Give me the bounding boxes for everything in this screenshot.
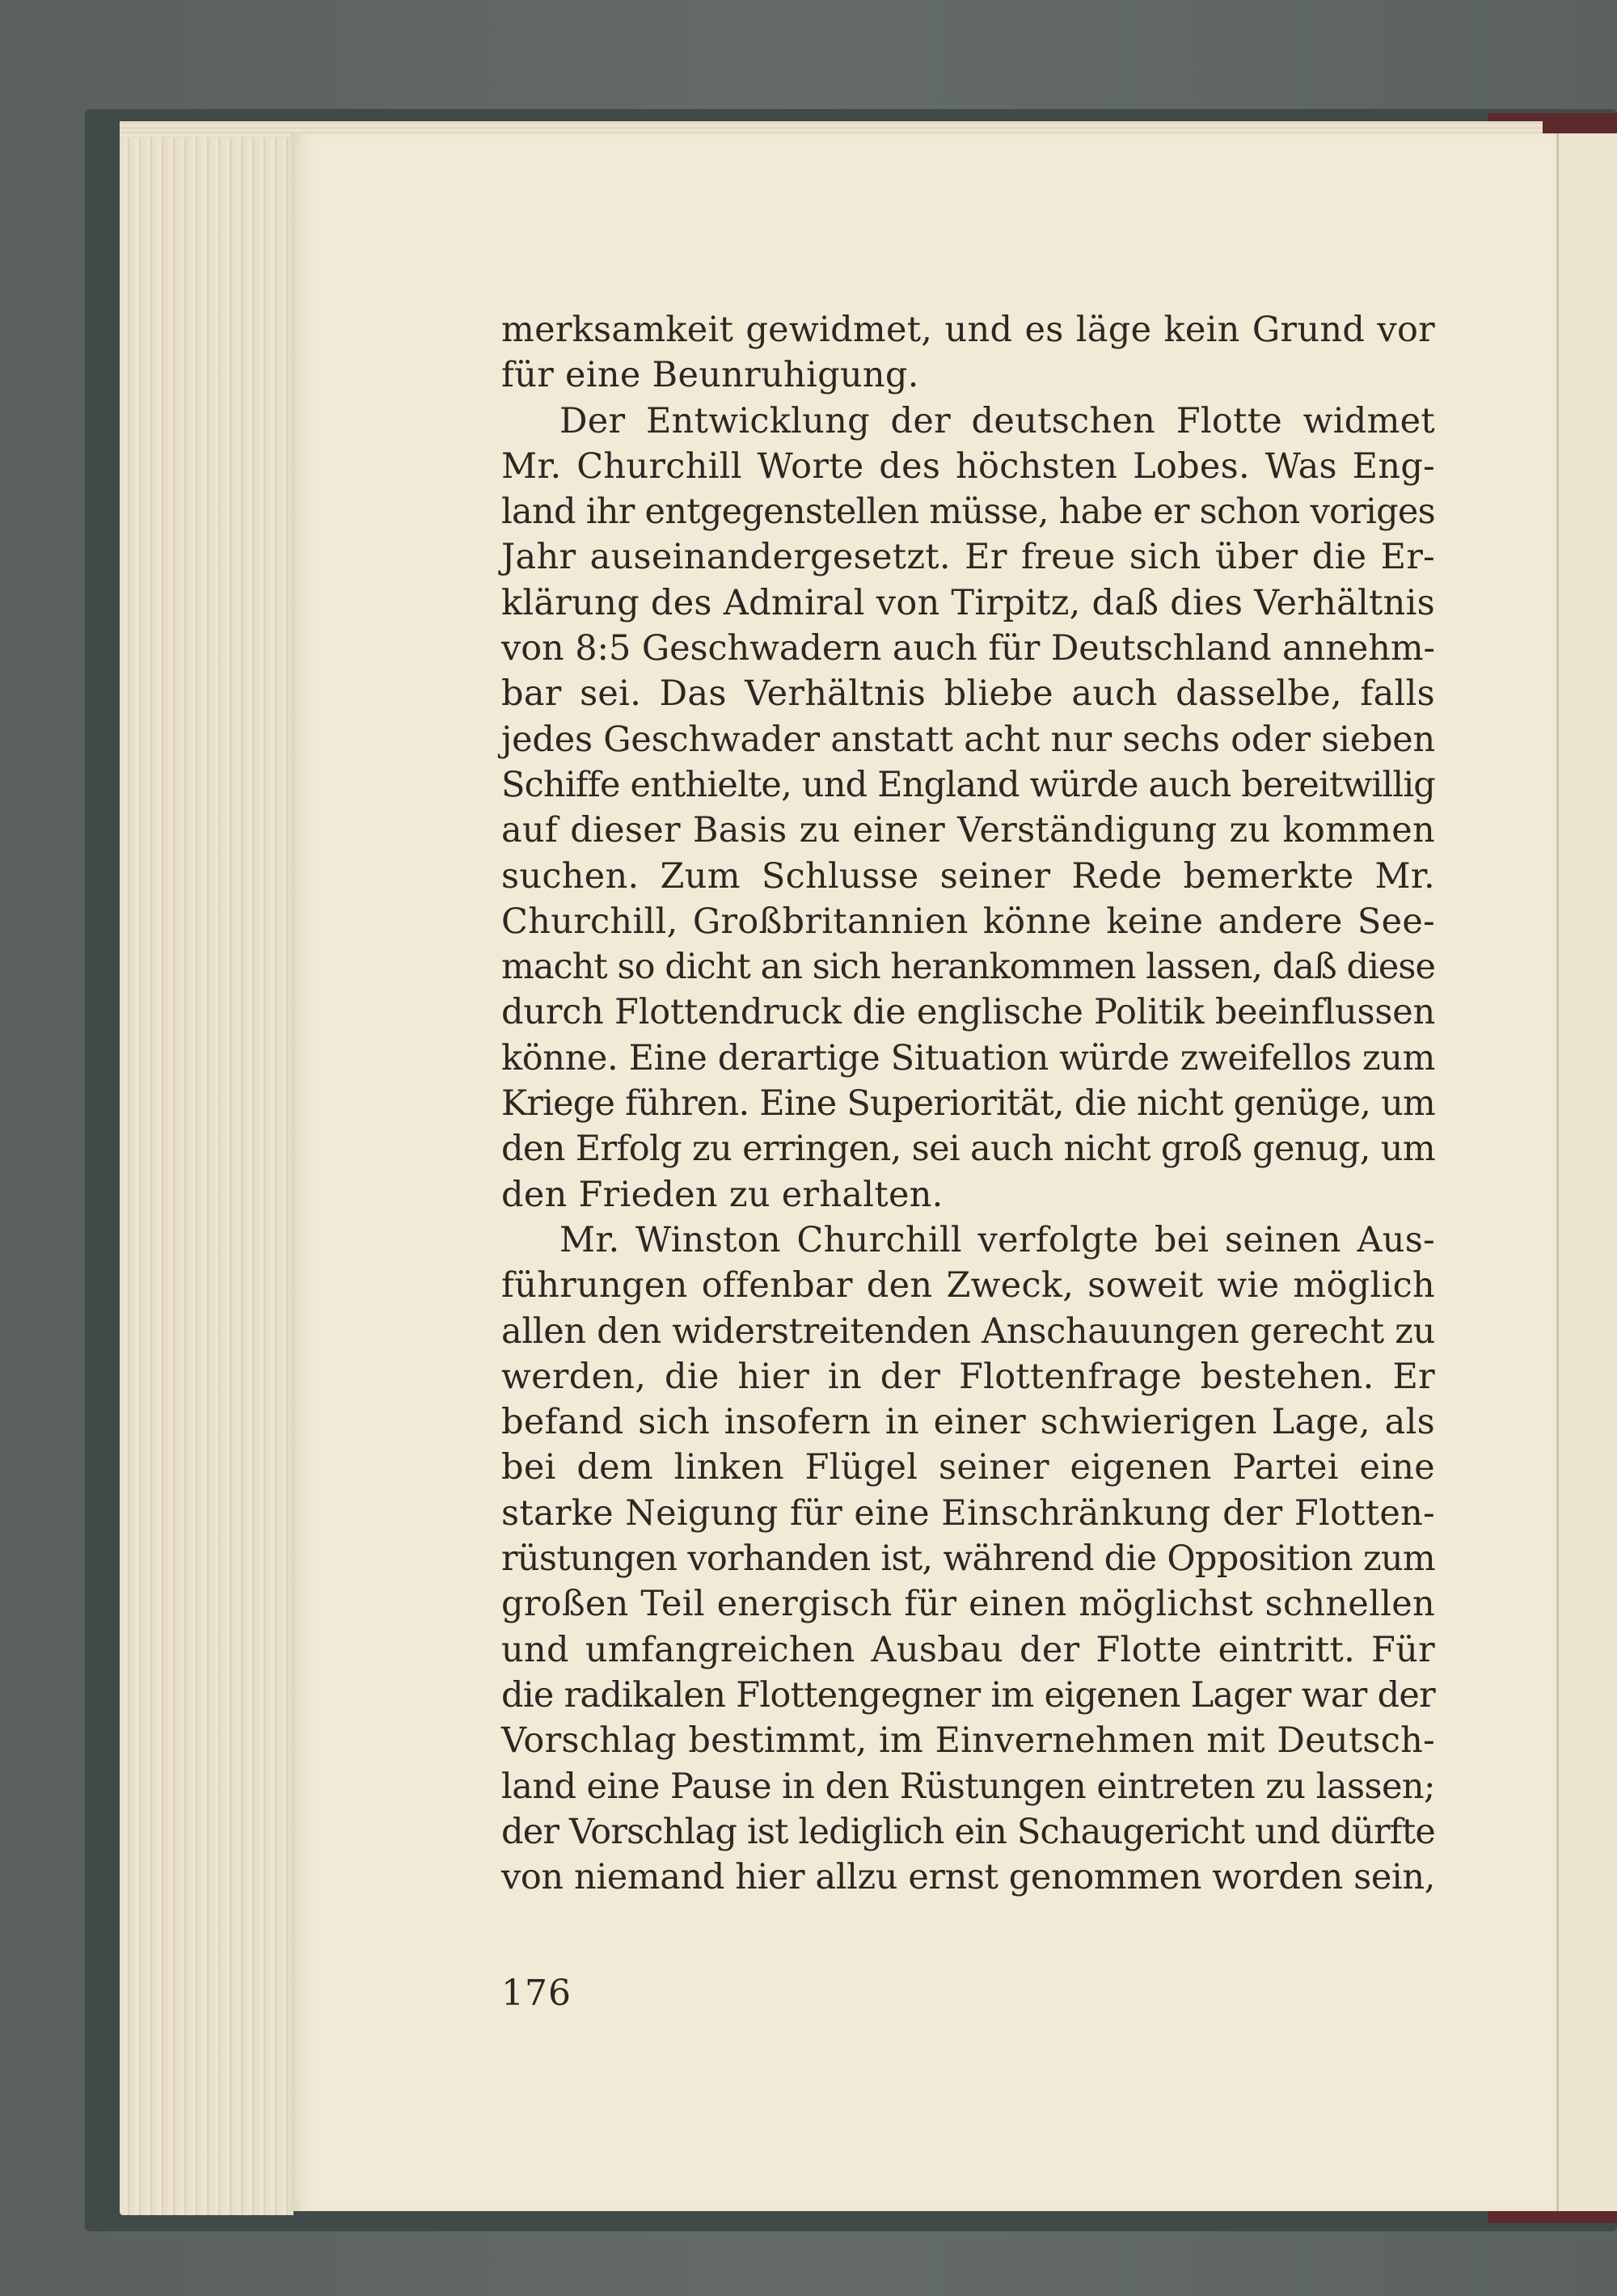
text-line: Mr. Winston Churchill verfolgte bei seinen Aus- [559,1219,1435,1260]
text-line: der Vorschlag ist lediglich ein Schaugericht und dürfte [501,1811,1435,1852]
text-line: von niemand hier allzu ernst genommen worden sein, [501,1857,1435,1898]
page-number: 176 [501,1973,572,2014]
text-line: großen Teil energisch für einen möglichst schnellen [501,1584,1435,1625]
text-line: die radikalen Flottengegner im eigenen Lager war der [501,1674,1435,1716]
paragraph-3 [501,1218,1435,1900]
text-line: auf dieser Basis zu einer Verständigung zu kommen [501,810,1435,851]
text-line: suchen. Zum Schlusse seiner Rede bemerkte Mr. [501,855,1435,897]
text-line: könne. Eine derartige Situation würde zweifellos zum [501,1037,1435,1078]
text-line: land ihr entgegenstellen müsse, habe er schon voriges [501,492,1435,533]
text-line: den Frieden zu erhalten. [501,1174,944,1215]
text-line: Schiffe enthielte, und England würde auch bereitwillig [501,764,1435,805]
text-line: bar sei. Das Verhältnis bliebe auch dasselbe, falls [501,673,1435,715]
text-line: Jahr auseinandergesetzt. Er freue sich über die Er- [501,537,1435,578]
text-line: land eine Pause in den Rüstungen eintreten zu lassen; [501,1766,1435,1807]
text-line: klärung des Admiral von Tirpitz, daß dies Verhältnis [501,582,1436,623]
paragraph-1 [501,307,1435,399]
text-line: Kriege führen. Eine Superiorität, die nicht genüge, um [501,1083,1435,1125]
text-line: von 8:5 Geschwadern auch für Deutschland annehm- [501,628,1435,669]
facing-page-edge [1556,133,1617,2211]
text-line: Churchill, Großbritannien könne keine andere See- [501,901,1435,942]
text-line: für eine Beunruhigung. [501,355,919,396]
text-line: rüstungen vorhanden ist, während die Opposition zum [501,1538,1435,1580]
text-line: und umfangreichen Ausbau der Flotte eintritt. Für [501,1629,1435,1670]
text-line: allen den widerstreitenden Anschauungen gerecht zu [501,1310,1435,1352]
text-line: Mr. Churchill Worte des höchsten Lobes. Was Eng- [501,445,1435,487]
text-line: jedes Geschwader anstatt acht nur sechs oder sieben [501,719,1436,760]
page-stack-edges [120,125,293,2215]
paragraph-2 [501,399,1435,1218]
text-line: werden, die hier in der Flottenfrage bestehen. Er [501,1356,1435,1397]
text-line: merksamkeit gewidmet, und es läge kein Grund vor [501,310,1435,350]
text-line: bei dem linken Flügel seiner eigenen Partei eine [501,1447,1435,1488]
text-line: Vorschlag bestimmt, im Einvernehmen mit Deutsch- [501,1720,1435,1762]
text-line: macht so dicht an sich herankommen lassen, daß diese [501,947,1435,988]
text-line: führungen offenbar den Zweck, soweit wie möglich [501,1265,1435,1306]
text-line: durch Flottendruck die englische Politik beeinflussen [501,992,1435,1033]
text-line: den Erfolg zu erringen, sei auch nicht groß genug, um [501,1129,1435,1170]
text-line: befand sich insofern in einer schwierigen Lage, als [501,1402,1435,1443]
text-line: Der Entwicklung der deutschen Flotte widmet [559,400,1435,441]
text-line: starke Neigung für eine Einschränkung der Flotten- [501,1492,1435,1534]
page-text [501,307,1435,1900]
